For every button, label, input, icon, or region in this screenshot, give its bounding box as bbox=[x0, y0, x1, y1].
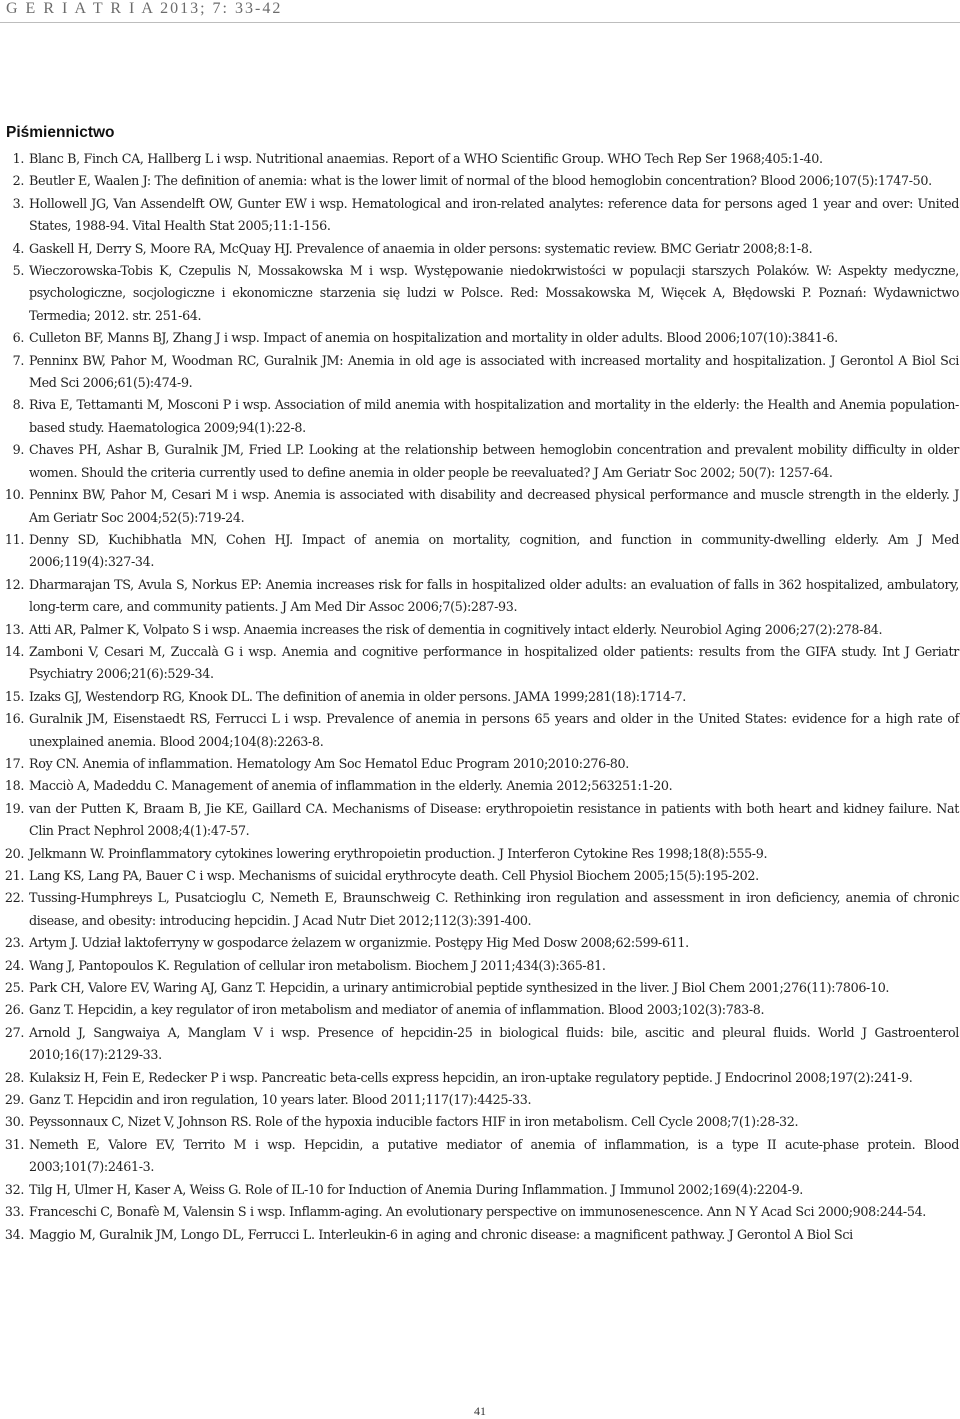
reference-item bbox=[0, 708, 960, 753]
reference-number: 24 . bbox=[0, 955, 24, 977]
reference-list bbox=[0, 148, 960, 1246]
reference-number: 4 . bbox=[0, 238, 24, 260]
reference-item bbox=[0, 170, 960, 192]
reference-number: 28 . bbox=[0, 1067, 24, 1089]
reference-text: Franceschi C, Bonafè M, Valensin S i wsp. Inflamm-aging. An evolutionary perspective on immunosenescence. Ann N Y Acad Sci 2000;908:244-54. bbox=[29, 1204, 926, 1220]
reference-item bbox=[0, 350, 960, 395]
reference-number: 18 . bbox=[0, 775, 24, 797]
reference-item bbox=[0, 529, 960, 574]
reference-item bbox=[0, 887, 960, 932]
reference-number: 16 . bbox=[0, 708, 24, 730]
reference-text: Wieczorowska-Tobis K, Czepulis N, Mossakowska M i wsp. Występowanie niedokrwistości w populacji starszych Polaków. W: Aspekty medyczne, psychologiczne, socjologiczne i ekonomiczne starzenia się ludzi w Polsce. Red: Mossakowska M, Więcek A, Błędowski P. Poznań: Wydawnictwo Termedia; 2012. str. 251-64. bbox=[29, 263, 959, 323]
reference-item bbox=[0, 574, 960, 619]
reference-item bbox=[0, 843, 960, 865]
reference-item bbox=[0, 238, 960, 260]
header-rule bbox=[0, 22, 960, 23]
reference-text: Denny SD, Kuchibhatla MN, Cohen HJ. Impact of anemia on mortality, cognition, and function in community-dwelling elderly. Am J Med 2006;119(4):327-34. bbox=[29, 531, 959, 570]
section-heading: Piśmiennictwo bbox=[6, 124, 115, 141]
reference-number: 17 . bbox=[0, 753, 24, 775]
reference-text: Jelkmann W. Proinflammatory cytokines lowering erythropoietin production. J Interferon Cytokine Res 1998;18(8):555-9. bbox=[29, 845, 768, 861]
reference-item bbox=[0, 1022, 960, 1067]
reference-text: Culleton BF, Manns BJ, Zhang J i wsp. Impact of anemia on hospitalization and mortality in older adults. Blood 2006;107(10):3841-6. bbox=[29, 330, 838, 346]
reference-text: Dharmarajan TS, Avula S, Norkus EP: Anemia increases risk for falls in hospitalized older adults: an evaluation of falls in 362 hospitalized, ambulatory, long-term care, and community patients. J Am Med Dir Assoc 2006;7(5):287-93. bbox=[29, 576, 959, 615]
reference-item bbox=[0, 686, 960, 708]
reference-item bbox=[0, 148, 960, 170]
reference-number: 5 . bbox=[0, 260, 24, 282]
reference-item bbox=[0, 1089, 960, 1111]
reference-item bbox=[0, 193, 960, 238]
reference-number: 12 . bbox=[0, 574, 24, 596]
reference-text: Arnold J, Sangwaiya A, Manglam V i wsp. Presence of hepcidin-25 in biological fluids: bile, ascitic and pleural fluids. World J Gastroenterol 2010;16(17):2129-33. bbox=[29, 1024, 959, 1063]
reference-item bbox=[0, 394, 960, 439]
reference-item bbox=[0, 1224, 960, 1246]
reference-item bbox=[0, 1201, 960, 1223]
reference-text: Izaks GJ, Westendorp RG, Knook DL. The definition of anemia in older persons. JAMA 1999;281(18):1714-7. bbox=[29, 688, 686, 704]
reference-text: Park CH, Valore EV, Waring AJ, Ganz T. Hepcidin, a urinary antimicrobial peptide synthesized in the liver. J Biol Chem 2001;276(11):7806-10. bbox=[29, 980, 890, 996]
reference-number: 15 . bbox=[0, 686, 24, 708]
reference-item bbox=[0, 865, 960, 887]
reference-text: Penninx BW, Pahor M, Woodman RC, Guralnik JM: Anemia in old age is associated with increased mortality and hospitalization. J Gerontol A Biol Sci Med Sci 2006;61(5):474-9. bbox=[29, 352, 959, 391]
reference-text: Riva E, Tettamanti M, Mosconi P i wsp. Association of mild anemia with hospitalization and mortality in the elderly: the Health and Anemia population-based study. Haematologica 2009;94(1):22-8. bbox=[29, 397, 959, 435]
reference-text: Tussing-Humphreys L, Pusatcioglu C, Nemeth E, Braunschweig C. Rethinking iron regulation and assessment in iron deficiency, anemia of chronic disease, and obesity: introducing hepcidin. J Acad Nutr Diet 2012;112(3):391-400. bbox=[29, 890, 959, 928]
reference-item bbox=[0, 775, 960, 797]
reference-number: 23 . bbox=[0, 932, 24, 954]
reference-text: Roy CN. Anemia of inflammation. Hematology Am Soc Hematol Educ Program 2010;2010:276-80. bbox=[29, 755, 629, 771]
reference-number: 31 . bbox=[0, 1134, 24, 1156]
reference-item bbox=[0, 999, 960, 1021]
reference-item bbox=[0, 1067, 960, 1089]
reference-number: 9 . bbox=[0, 439, 24, 461]
reference-text: Chaves PH, Ashar B, Guralnik JM, Fried LP. Looking at the relationship between hemoglobin concentration and prevalent mobility difficulty in older women. Should the criteria currently used to define anemia in older people be reevaluated? J Am Geriatr Soc 2002; 50(7): 1257-64. bbox=[29, 442, 959, 480]
reference-item bbox=[0, 977, 960, 999]
reference-item bbox=[0, 798, 960, 843]
reference-text: Beutler E, Waalen J: The definition of anemia: what is the lower limit of normal of the blood hemoglobin concentration? Blood 2006;107(5):1747-50. bbox=[29, 173, 932, 189]
reference-number: 1 . bbox=[0, 148, 24, 170]
reference-text: Tilg H, Ulmer H, Kaser A, Weiss G. Role of IL-10 for Induction of Anemia During Inflammation. J Immunol 2002;169(4):2204-9. bbox=[29, 1181, 803, 1197]
reference-number: 22 . bbox=[0, 887, 24, 909]
reference-number: 21 . bbox=[0, 865, 24, 887]
reference-number: 27 . bbox=[0, 1022, 24, 1044]
reference-text: Gaskell H, Derry S, Moore RA, McQuay HJ. Prevalence of anaemia in older persons: systematic review. BMC Geriatr 2008;8:1-8. bbox=[29, 240, 813, 256]
reference-number: 32 . bbox=[0, 1179, 24, 1201]
reference-item bbox=[0, 932, 960, 954]
reference-item bbox=[0, 1111, 960, 1133]
page-number: 41 bbox=[474, 1404, 486, 1418]
reference-number: 13 . bbox=[0, 619, 24, 641]
reference-item bbox=[0, 439, 960, 484]
reference-text: Ganz T. Hepcidin and iron regulation, 10 years later. Blood 2011;117(17):4425-33. bbox=[29, 1092, 532, 1108]
reference-number: 11 . bbox=[0, 529, 24, 551]
reference-item bbox=[0, 955, 960, 977]
reference-text: Peyssonnaux C, Nizet V, Johnson RS. Role of the hypoxia inducible factors HIF in iron metabolism. Cell Cycle 2008;7(1):28-32. bbox=[29, 1114, 799, 1130]
reference-number: 3 . bbox=[0, 193, 24, 215]
reference-item bbox=[0, 484, 960, 529]
reference-number: 26 . bbox=[0, 999, 24, 1021]
reference-text: Wang J, Pantopoulos K. Regulation of cellular iron metabolism. Biochem J 2011;434(3):365-81. bbox=[29, 957, 606, 973]
reference-text: Penninx BW, Pahor M, Cesari M i wsp. Anemia is associated with disability and decreased physical performance and muscle strength in the elderly. J Am Geriatr Soc 2004;52(5):719-24. bbox=[29, 487, 959, 525]
reference-text: Zamboni V, Cesari M, Zuccalà G i wsp. Anemia and cognitive performance in hospitalized older patients: results from the GIFA study. Int J Geriatr Psychiatry 2006;21(6):529-34. bbox=[29, 643, 959, 682]
reference-number: 10 . bbox=[0, 484, 24, 506]
reference-number: 25 . bbox=[0, 977, 24, 999]
reference-number: 2 . bbox=[0, 170, 24, 192]
reference-number: 33 . bbox=[0, 1201, 24, 1223]
reference-text: Hollowell JG, Van Assendelft OW, Gunter EW i wsp. Hematological and iron-related analytes: reference data for persons aged 1 year and over: United States, 1988-94. Vital Health Stat 2005;11:1-156. bbox=[29, 195, 959, 234]
reference-number: 29 . bbox=[0, 1089, 24, 1111]
reference-text: Ganz T. Hepcidin, a key regulator of iron metabolism and mediator of anemia of inflammation. Blood 2003;102(3):783-8. bbox=[29, 1002, 765, 1018]
reference-text: Nemeth E, Valore EV, Territo M i wsp. Hepcidin, a putative mediator of anemia of inflammation, is a type II acute-phase protein. Blood 2003;101(7):2461-3. bbox=[29, 1136, 959, 1175]
running-head: G E R I A T R I A 2013; 7: 33-42 bbox=[6, 0, 283, 17]
reference-item bbox=[0, 1179, 960, 1201]
reference-item bbox=[0, 619, 960, 641]
reference-number: 14 . bbox=[0, 641, 24, 663]
reference-item bbox=[0, 260, 960, 327]
reference-item bbox=[0, 641, 960, 686]
reference-text: Maggio M, Guralnik JM, Longo DL, Ferrucci L. Interleukin-6 in aging and chronic disease: a magnificent pathway. J Gerontol A Biol Sci bbox=[29, 1226, 853, 1242]
reference-number: 7 . bbox=[0, 350, 24, 372]
reference-text: Macciò A, Madeddu C. Management of anemia of inflammation in the elderly. Anemia 2012;563251:1-20. bbox=[29, 778, 673, 794]
reference-text: Blanc B, Finch CA, Hallberg L i wsp. Nutritional anaemias. Report of a WHO Scientific Group. WHO Tech Rep Ser 1968;405:1-40. bbox=[29, 151, 823, 166]
reference-text: Kulaksiz H, Fein E, Redecker P i wsp. Pancreatic beta-cells express hepcidin, an iron-uptake regulatory peptide. J Endocrinol 2008;197(2):241-9. bbox=[29, 1069, 913, 1085]
reference-number: 8 . bbox=[0, 394, 24, 416]
reference-text: Guralnik JM, Eisenstaedt RS, Ferrucci L i wsp. Prevalence of anemia in persons 65 years and older in the United States: evidence for a high rate of unexplained anemia. Blood 2004;104(8):2263-8. bbox=[29, 711, 959, 749]
reference-item bbox=[0, 1134, 960, 1179]
reference-number: 30 . bbox=[0, 1111, 24, 1133]
reference-text: Atti AR, Palmer K, Volpato S i wsp. Anaemia increases the risk of dementia in cognitively intact elderly. Neurobiol Aging 2006;27(2):278-84. bbox=[29, 621, 883, 637]
reference-item bbox=[0, 327, 960, 349]
reference-number: 19 . bbox=[0, 798, 24, 820]
reference-number: 6 . bbox=[0, 327, 24, 349]
reference-number: 20 . bbox=[0, 843, 24, 865]
reference-text: Lang KS, Lang PA, Bauer C i wsp. Mechanisms of suicidal erythrocyte death. Cell Physiol Biochem 2005;15(5):195-202. bbox=[29, 868, 759, 883]
reference-text: Artym J. Udział laktoferryny w gospodarce żelazem w organizmie. Postępy Hig Med Dosw 2008;62:599-611. bbox=[29, 935, 689, 951]
reference-number: 34 . bbox=[0, 1224, 24, 1246]
reference-text: van der Putten K, Braam B, Jie KE, Gaillard CA. Mechanisms of Disease: erythropoietin resistance in patients with both heart and kidney failure. Nat Clin Pract Nephrol 2008;4(1):47-57. bbox=[29, 800, 959, 839]
reference-item bbox=[0, 753, 960, 775]
